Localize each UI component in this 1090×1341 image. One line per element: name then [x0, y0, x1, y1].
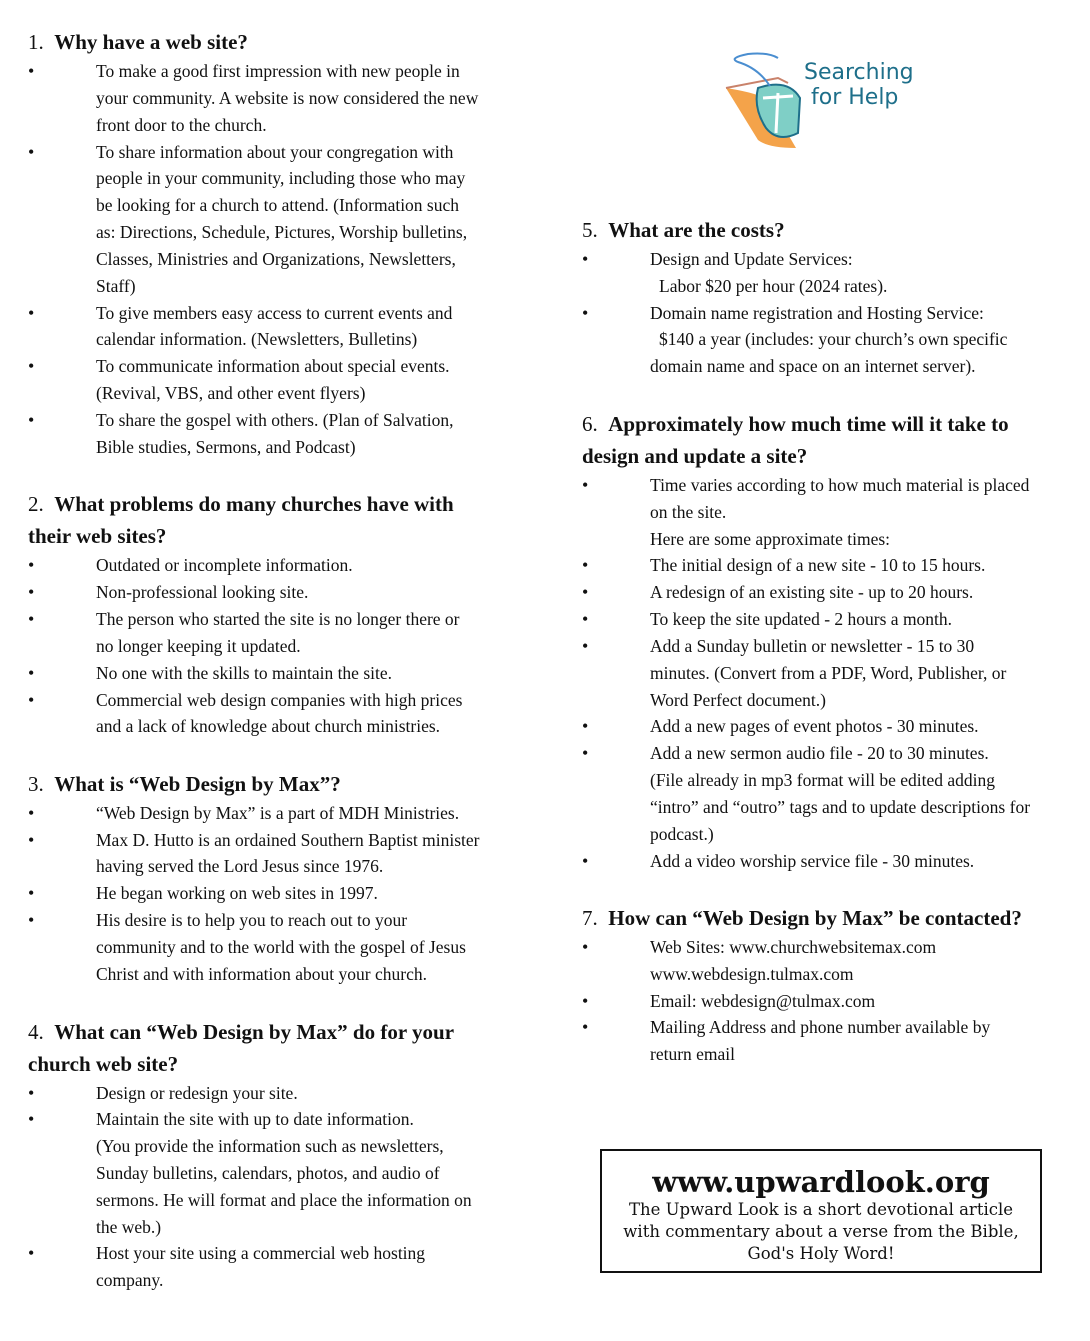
section-6-heading: 6. Approximately how much time will it take to — [582, 412, 1009, 436]
bullet: • — [582, 716, 589, 736]
list-item-text: Bible studies, Sermons, and Podcast) — [96, 437, 356, 457]
list-item-text: Classes, Ministries and Organizations, Newsletters, — [96, 249, 456, 269]
list-item-text: Host your site using a commercial web hosting — [96, 1243, 426, 1263]
list-item-text: Add a video worship service file - 30 minutes. — [650, 851, 975, 871]
list-item-text: To give members easy access to current events and — [96, 303, 453, 323]
bullet: • — [28, 303, 35, 323]
bullet: • — [582, 555, 589, 575]
list-item-text: on the site. — [650, 502, 727, 522]
list-item-text: Commercial web design companies with high prices — [96, 690, 463, 710]
bullet: • — [582, 475, 589, 495]
list-item-text: Max D. Hutto is an ordained Southern Baptist minister — [96, 830, 480, 850]
section-5-heading: 5. What are the costs? — [582, 218, 785, 242]
bullet: • — [28, 1083, 35, 1103]
bullet: • — [28, 803, 35, 823]
website-link[interactable]: www.webdesign.tulmax.com — [650, 964, 854, 984]
bullet: • — [28, 61, 35, 81]
section-4-heading-cont: church web site? — [28, 1052, 179, 1076]
bullet: • — [582, 851, 589, 871]
bullet: • — [28, 883, 35, 903]
bullet: • — [582, 636, 589, 656]
list-item-text: “intro” and “outro” tags and to update descriptions for — [650, 797, 1031, 817]
bullet: • — [28, 663, 35, 683]
bullet: • — [28, 582, 35, 602]
list-item-text: (You provide the information such as newsletters, — [96, 1136, 444, 1156]
list-item-text: minutes. (Convert from a PDF, Word, Publisher, or — [650, 663, 1007, 683]
list-item-text: your community. A website is now considered the new — [96, 88, 479, 108]
list-item-text: Add a new sermon audio file - 20 to 30 minutes. — [650, 743, 989, 763]
list-item-text: Sunday bulletins, calendars, photos, and audio of — [96, 1163, 440, 1183]
list-item-text: the web.) — [96, 1217, 162, 1237]
bullet: • — [582, 609, 589, 629]
list-item-text: community and to the world with the gospel of Jesus — [96, 937, 466, 957]
list-item-text: as: Directions, Schedule, Pictures, Worship bulletins, — [96, 222, 468, 242]
section-2-heading: 2. What problems do many churches have with — [28, 492, 454, 516]
list-item-text: Labor $20 per hour (2024 rates). — [659, 276, 888, 296]
list-item-text: calendar information. (Newsletters, Bulletins) — [96, 329, 418, 349]
section-3-heading: 3. What is “Web Design by Max”? — [28, 772, 341, 796]
promo-description-line: The Upward Look is a short devotional article — [628, 1200, 1014, 1219]
list-item-text: Design or redesign your site. — [96, 1083, 298, 1103]
list-item-text: people in your community, including those who may — [96, 168, 466, 188]
list-item-text: sermons. He will format and place the information on — [96, 1190, 472, 1210]
bullet: • — [582, 249, 589, 269]
list-item-text: Here are some approximate times: — [650, 529, 891, 549]
section-6-heading-cont: design and update a site? — [582, 444, 808, 468]
list-item-text: The person who started the site is no longer there or — [96, 609, 460, 629]
section-1-heading: 1. Why have a web site? — [28, 30, 248, 54]
list-item-text: and a lack of knowledge about church ministries. — [96, 716, 441, 736]
list-item-text: company. — [96, 1270, 164, 1290]
upwardlook-url[interactable]: www.upwardlook.org — [652, 1165, 990, 1199]
list-item-text: Domain name registration and Hosting Service: — [650, 303, 984, 323]
logo-line-1: Searching — [804, 60, 914, 85]
list-item-text: no longer keeping it updated. — [96, 636, 301, 656]
list-item-text: be looking for a church to attend. (Information such — [96, 195, 460, 215]
bullet: • — [28, 142, 35, 162]
promo-description-line: with commentary about a verse from the Bible, — [623, 1222, 1019, 1241]
bullet: • — [28, 910, 35, 930]
list-item-text: (File already in mp3 format will be edited adding — [650, 770, 996, 790]
list-item-text: Add a new pages of event photos - 30 minutes. — [650, 716, 979, 736]
logo-line-2: for Help — [811, 85, 899, 110]
list-item-text: Christ and with information about your church. — [96, 964, 427, 984]
list-item-text: having served the Lord Jesus since 1976. — [96, 856, 384, 876]
bullet: • — [28, 1109, 35, 1129]
bullet: • — [582, 303, 589, 323]
list-item-text: Non-professional looking site. — [96, 582, 309, 602]
list-item-text: Outdated or incomplete information. — [96, 555, 353, 575]
list-item-text: domain name and space on an internet server). — [650, 356, 976, 376]
list-item-text: He began working on web sites in 1997. — [96, 883, 378, 903]
list-item-text: (Revival, VBS, and other event flyers) — [96, 383, 366, 403]
list-item-text: To make a good first impression with new people in — [96, 61, 460, 81]
list-item-text: To share the gospel with others. (Plan of Salvation, — [96, 410, 454, 430]
bullet: • — [582, 1017, 589, 1037]
list-item-text: $140 a year (includes: your church’s own specific — [659, 329, 1008, 349]
list-item-text: Maintain the site with up to date information. — [96, 1109, 414, 1129]
list-item-text: His desire is to help you to reach out to your — [96, 910, 408, 930]
section-7-heading: 7. How can “Web Design by Max” be contacted? — [582, 906, 1022, 930]
bullet: • — [582, 582, 589, 602]
list-item-text: Word Perfect document.) — [650, 690, 826, 710]
list-item-text: A redesign of an existing site - up to 20 hours. — [650, 582, 974, 602]
list-item-text: front door to the church. — [96, 115, 267, 135]
bullet: • — [28, 690, 35, 710]
list-item-text: To communicate information about special events. — [96, 356, 450, 376]
bullet: • — [28, 555, 35, 575]
list-item-text: Add a Sunday bulletin or newsletter - 15 to 30 — [650, 636, 975, 656]
list-item-text: No one with the skills to maintain the site. — [96, 663, 393, 683]
bullet: • — [582, 937, 589, 957]
bullet: • — [582, 991, 589, 1011]
list-item-text: Mailing Address and phone number available by — [650, 1017, 991, 1037]
section-4-heading: 4. What can “Web Design by Max” do for your — [28, 1020, 455, 1044]
searching-for-help-logo — [718, 48, 933, 153]
bullet: • — [28, 830, 35, 850]
list-item-text: To keep the site updated - 2 hours a month. — [650, 609, 953, 629]
list-item-text: To share information about your congregation with — [96, 142, 454, 162]
bullet: • — [28, 1243, 35, 1263]
upwardlook-promo-box — [600, 1149, 1042, 1273]
website-link[interactable]: Web Sites: www.churchwebsitemax.com — [650, 937, 937, 957]
list-item-text: Time varies according to how much material is placed — [650, 475, 1030, 495]
bullet: • — [28, 410, 35, 430]
list-item-text: The initial design of a new site - 10 to 15 hours. — [650, 555, 986, 575]
bullet: • — [582, 743, 589, 763]
list-item-text: “Web Design by Max” is a part of MDH Ministries. — [96, 803, 460, 823]
list-item-text: Staff) — [96, 276, 136, 296]
list-item-text: Design and Update Services: — [650, 249, 853, 269]
promo-description-line: God's Holy Word! — [747, 1244, 895, 1263]
list-item-text: podcast.) — [650, 824, 714, 844]
list-item-text: return email — [650, 1044, 736, 1064]
bullet: • — [28, 356, 35, 376]
bullet: • — [28, 609, 35, 629]
computer-mouse-icon — [718, 48, 818, 153]
email-link[interactable]: Email: webdesign@tulmax.com — [650, 991, 876, 1011]
section-2-heading-cont: their web sites? — [28, 524, 167, 548]
